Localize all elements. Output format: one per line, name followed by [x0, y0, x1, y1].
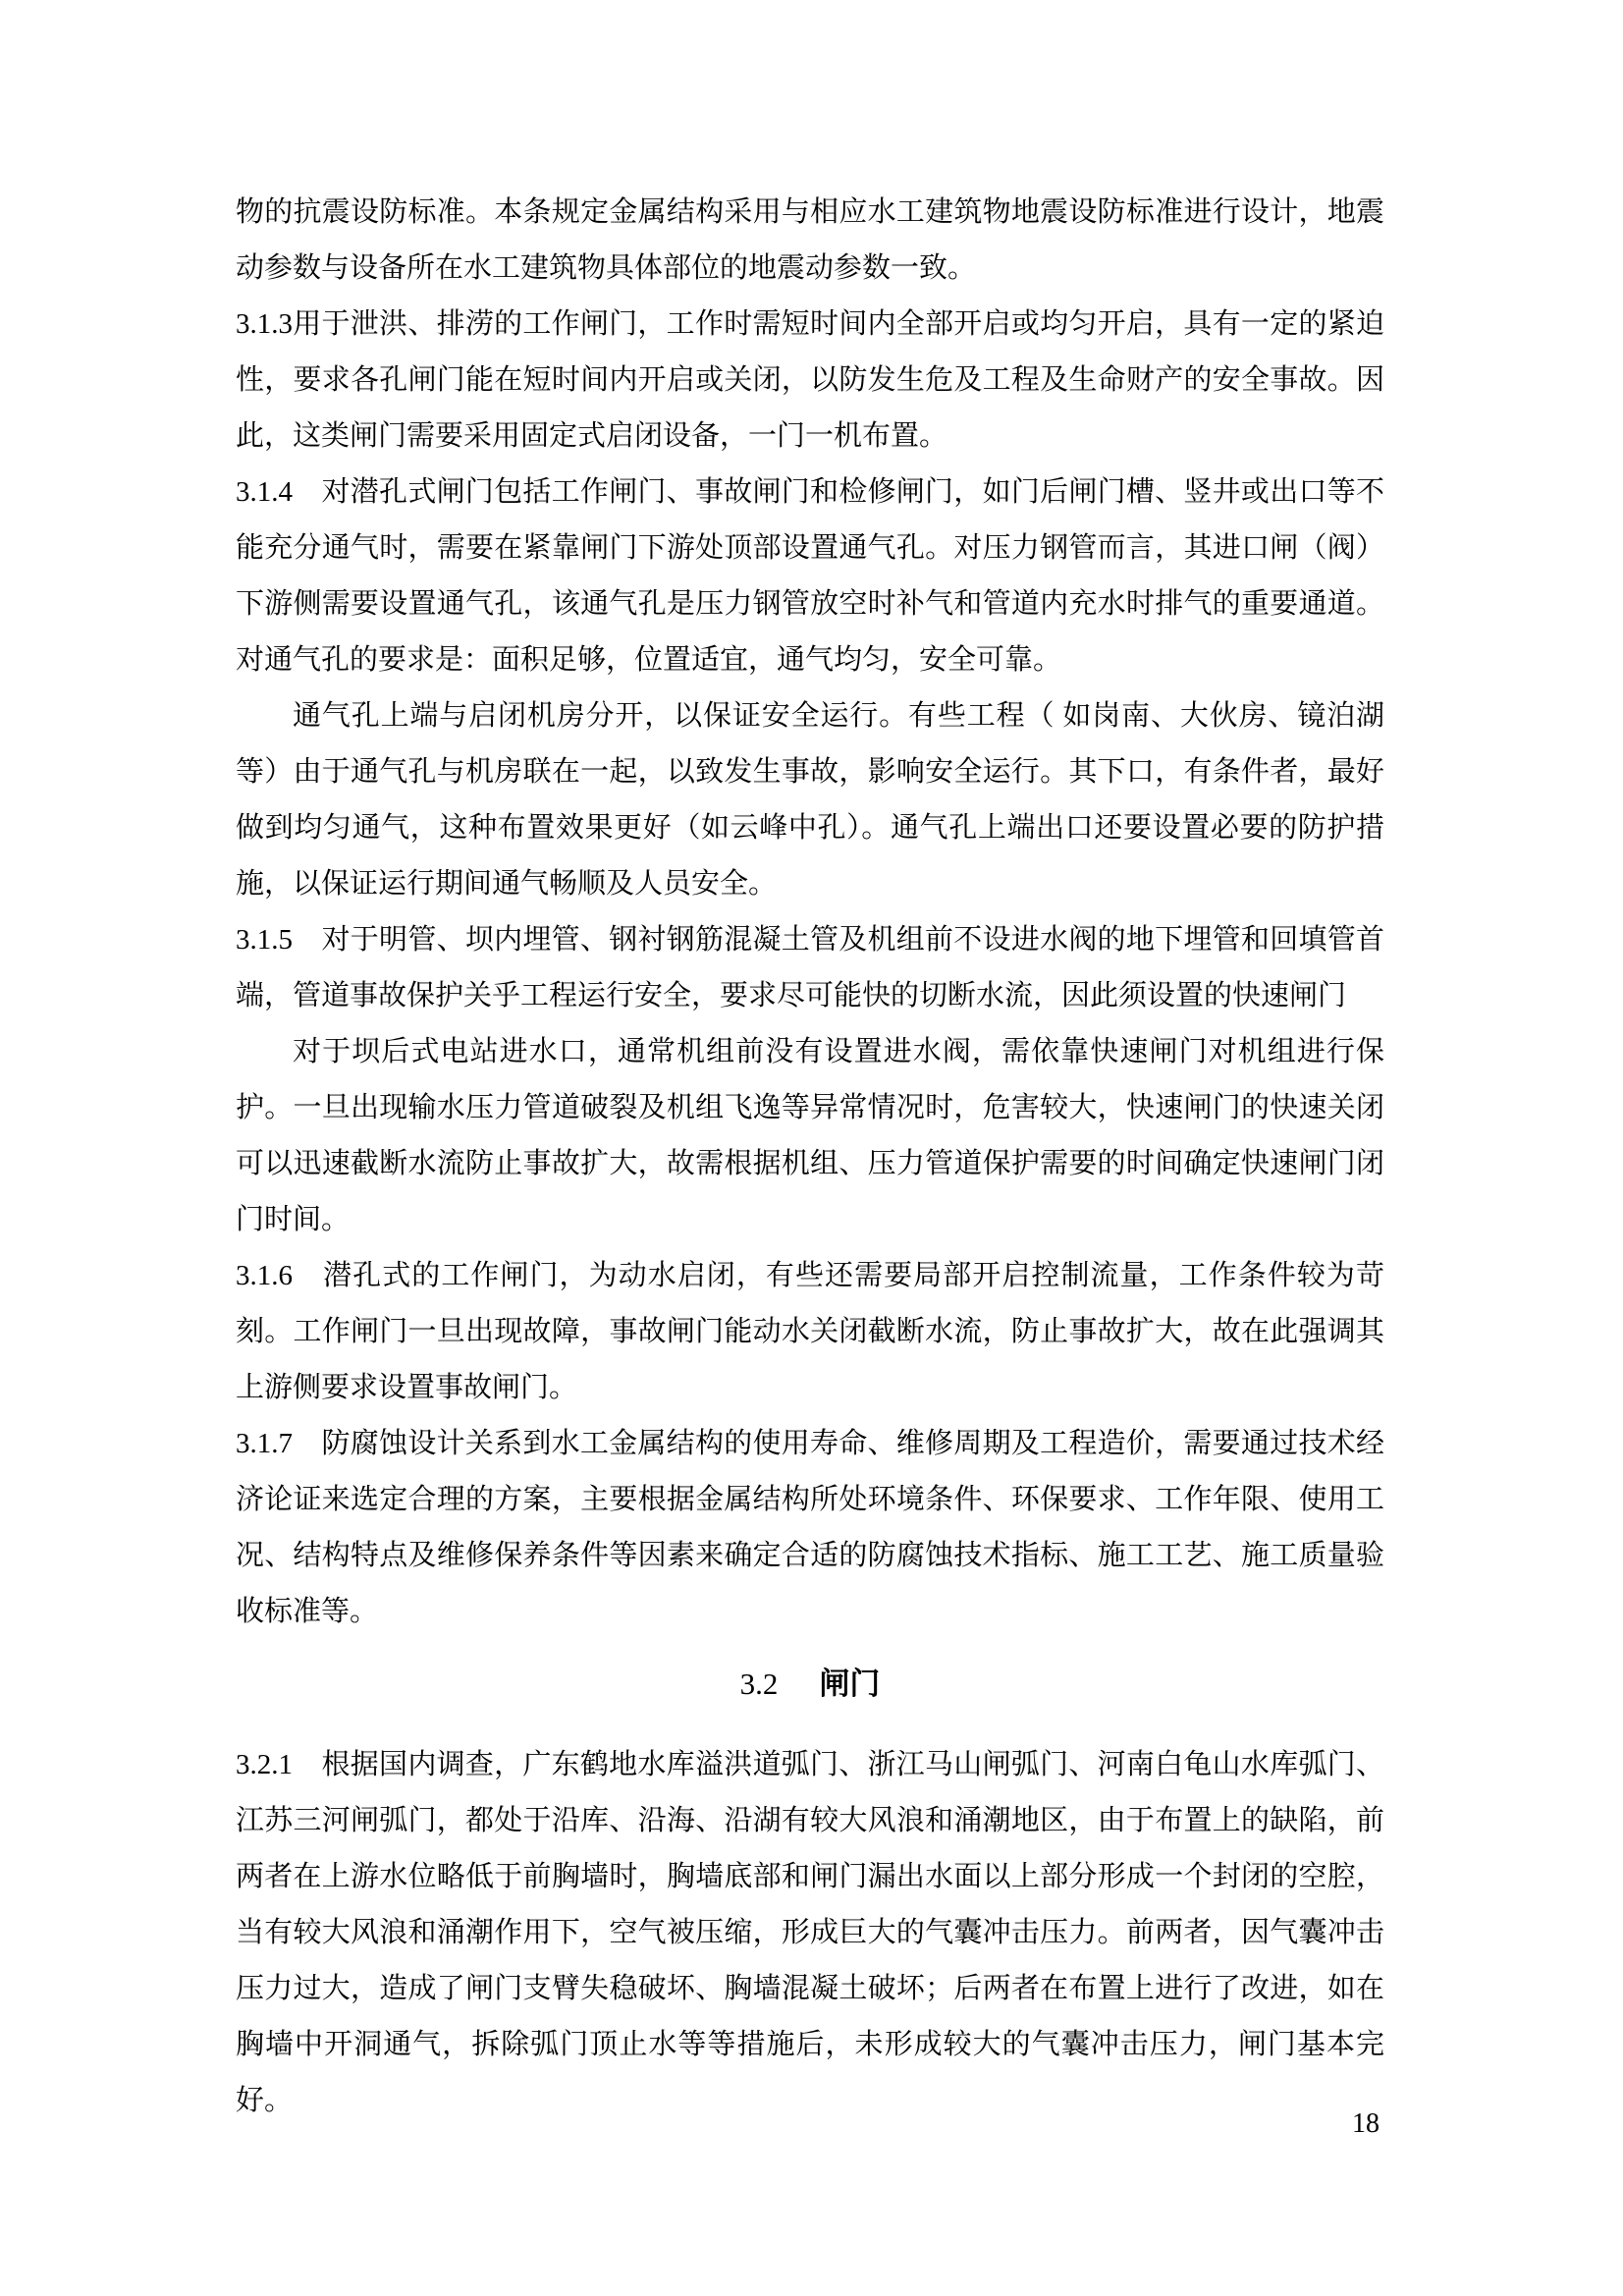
paragraph-3-1-4: 3.1.4 对潜孔式闸门包括工作闸门、事故闸门和检修闸门，如门后闸门槽、竖井或出口等不能充分通气时，需要在紧靠闸门下游处顶部设置通气孔。对压力钢管而言，其进口闸（阀）下游侧需要设置通气孔，该通气孔是压力钢管放空时补气和管道内充水时排气的重要通道。对通气孔的要求是：面积足够，位置适宜，通气均匀，安全可靠。: [236, 476, 1384, 676]
paragraph-vent-hole-note: 通气孔上端与启闭机房分开，以保证安全运行。有些工程（ 如岗南、大伙房、镜泊湖等）由于通气孔与机房联在一起，以致发生事故，影响安全运行。其下口，有条件者，最好做到均匀通气，这种布置效果更好（如云峰中孔）。通气孔上端出口还要设置必要的防护措施，以保证运行期间通气畅顺及人员安全。: [236, 700, 1384, 900]
section-heading-number: 3.2: [739, 1667, 779, 1701]
paragraph-3-2-1: 3.2.1 根据国内调查，广东鹤地水库溢洪道弧门、浙江马山闸弧门、河南白龟山水库弧门、江苏三河闸弧门，都处于沿库、沿海、沿湖有较大风浪和涌潮地区，由于布置上的缺陷，前两者在上游水位略低于前胸墙时，胸墙底部和闸门漏出水面以上部分形成一个封闭的空腔，当有较大风浪和涌潮作用下，空气被压缩，形成巨大的气囊冲击压力。前两者，因气囊冲击压力过大，造成了闸门支臂失稳破坏、胸墙混凝土破坏；后两者在布置上进行了改进，如在胸墙中开洞通气，拆除弧门顶止水等等措施后，未形成较大的气囊冲击压力，闸门基本完好。: [236, 1749, 1384, 2116]
page-number: 18: [1352, 2108, 1380, 2139]
section-heading: [236, 1656, 1384, 1712]
section-heading-title: 闸门: [819, 1667, 881, 1701]
paragraph-3-1-7: 3.1.7 防腐蚀设计关系到水工金属结构的使用寿命、维修周期及工程造价，需要通过技术经济论证来选定合理的方案，主要根据金属结构所处环境条件、环保要求、工作年限、使用工况、结构特点及维修保养条件等因素来确定合适的防腐蚀技术指标、施工工艺、施工质量验收标准等。: [236, 1428, 1384, 1627]
paragraph-continuation: 物的抗震设防标准。本条规定金属结构采用与相应水工建筑物地震设防标准进行设计，地震动参数与设备所在水工建筑物具体部位的地震动参数一致。: [236, 196, 1384, 284]
paragraph-dam-intake-note: 对于坝后式电站进水口，通常机组前没有设置进水阀，需依靠快速闸门对机组进行保护。一旦出现输水压力管道破裂及机组飞逸等异常情况时，危害较大，快速闸门的快速关闭可以迅速截断水流防止事故扩大，故需根据机组、压力管道保护需要的时间确定快速闸门闭门时间。: [236, 1036, 1384, 1235]
paragraph-3-1-6: 3.1.6 潜孔式的工作闸门，为动水启闭，有些还需要局部开启控制流量，工作条件较为苛刻。工作闸门一旦出现故障，事故闸门能动水关闭截断水流，防止事故扩大，故在此强调其上游侧要求设置事故闸门。: [236, 1260, 1384, 1403]
document-body: [236, 185, 1384, 2129]
paragraph-3-1-5: 3.1.5 对于明管、坝内埋管、钢衬钢筋混凝土管及机组前不设进水阀的地下埋管和回填管首端，管道事故保护关乎工程运行安全，要求尽可能快的切断水流，因此须设置的快速闸门: [236, 924, 1384, 1011]
paragraph-3-1-3: 3.1.3用于泄洪、排涝的工作闸门，工作时需短时间内全部开启或均匀开启，具有一定的紧迫性，要求各孔闸门能在短时间内开启或关闭，以防发生危及工程及生命财产的安全事故。因此，这类闸门需要采用固定式启闭设备，一门一机布置。: [236, 308, 1384, 452]
